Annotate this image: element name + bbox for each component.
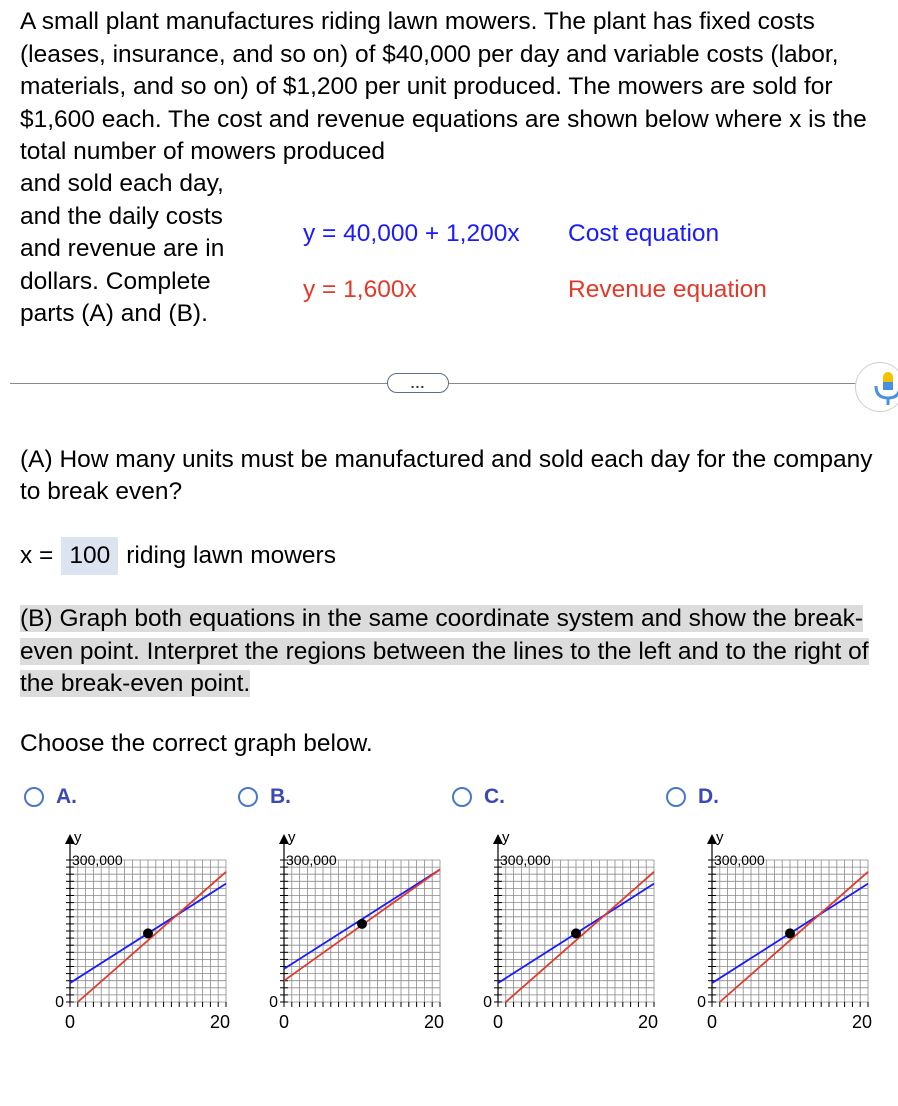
part-a-question: (A) How many units must be manufactured and sold each day for the company to break even? bbox=[20, 446, 873, 505]
revenue-line bbox=[506, 872, 654, 1002]
y-tick-label-zero: 0 bbox=[269, 994, 278, 1011]
x-tick-label-max: 20 bbox=[851, 1012, 873, 1032]
x-tick-label-zero: 0 bbox=[64, 1012, 76, 1032]
x-tick-label-zero: 0 bbox=[278, 1012, 290, 1032]
x-tick-label-max: 20 bbox=[637, 1012, 659, 1032]
break-even-point bbox=[785, 928, 795, 938]
y-tick-label: 300,000 bbox=[72, 852, 123, 868]
option-a-graph[interactable] bbox=[48, 826, 248, 1036]
microphone-icon[interactable] bbox=[855, 362, 898, 412]
part-a-answer-row bbox=[20, 537, 336, 575]
y-tick-label: 300,000 bbox=[286, 852, 337, 868]
more-button[interactable]: ... bbox=[387, 373, 449, 393]
answer-suffix: riding lawn mowers bbox=[126, 542, 336, 569]
revenue-equation: y = 1,600x bbox=[303, 276, 417, 303]
break-even-point bbox=[571, 928, 581, 938]
option-a-letter: A. bbox=[56, 785, 77, 808]
part-b-question-text: (B) Graph both equations in the same coordinate system and show the break-even point. Interpret the regions between the lines to the left and to the right of the break-even point. bbox=[20, 605, 869, 697]
y-axis-label: y bbox=[502, 829, 510, 846]
problem-intro-continued: and sold each day, and the daily costs and revenue are in dollars. Complete parts (A) and (B). bbox=[20, 170, 225, 327]
answer-input[interactable]: 100 bbox=[61, 537, 118, 575]
option-d-radio[interactable] bbox=[666, 787, 686, 807]
break-even-point bbox=[143, 928, 153, 938]
option-c-radio[interactable] bbox=[452, 787, 472, 807]
x-tick-label-max: 20 bbox=[209, 1012, 231, 1032]
part-b-question bbox=[20, 603, 880, 701]
section-divider bbox=[10, 383, 890, 384]
answer-prefix: x = bbox=[20, 542, 54, 569]
revenue-equation-label: Revenue equation bbox=[568, 276, 767, 303]
problem-intro: A small plant manufactures riding lawn mowers. The plant has fixed costs (leases, insurance, and so on) of $40,000 per day and variable costs (labor, materials, and so on) of $1,200 per unit produced. The mowers are sold for $1,600 each. The cost and revenue equations are shown below where x is the total number of mowers produced bbox=[20, 8, 867, 165]
option-b-letter: B. bbox=[270, 785, 291, 808]
option-d-graph[interactable] bbox=[690, 826, 890, 1036]
option-d-letter: D. bbox=[698, 785, 719, 808]
option-b-radio[interactable] bbox=[238, 787, 258, 807]
revenue-line bbox=[78, 872, 226, 1002]
option-c-graph[interactable] bbox=[476, 826, 676, 1036]
option-a-radio[interactable] bbox=[24, 787, 44, 807]
option-a[interactable] bbox=[24, 780, 77, 814]
option-c-letter: C. bbox=[484, 785, 505, 808]
y-axis-label: y bbox=[74, 829, 82, 846]
x-tick-label-zero: 0 bbox=[706, 1012, 718, 1032]
y-axis-label: y bbox=[716, 829, 724, 846]
cost-equation: y = 40,000 + 1,200x bbox=[303, 220, 520, 247]
y-axis-label: y bbox=[288, 829, 296, 846]
x-tick-label-zero: 0 bbox=[492, 1012, 504, 1032]
option-b[interactable] bbox=[238, 780, 291, 814]
choose-prompt: Choose the correct graph below. bbox=[20, 730, 373, 757]
y-tick-label-zero: 0 bbox=[55, 994, 64, 1011]
revenue-line bbox=[720, 872, 868, 1002]
option-d[interactable] bbox=[666, 780, 719, 814]
y-tick-label-zero: 0 bbox=[483, 994, 492, 1011]
y-tick-label: 300,000 bbox=[714, 852, 765, 868]
y-tick-label: 300,000 bbox=[500, 852, 551, 868]
x-tick-label-max: 20 bbox=[423, 1012, 445, 1032]
cost-equation-label: Cost equation bbox=[568, 220, 720, 247]
option-c[interactable] bbox=[452, 780, 505, 814]
option-b-graph[interactable] bbox=[262, 826, 462, 1036]
y-tick-label-zero: 0 bbox=[697, 994, 706, 1011]
break-even-point bbox=[357, 919, 367, 929]
